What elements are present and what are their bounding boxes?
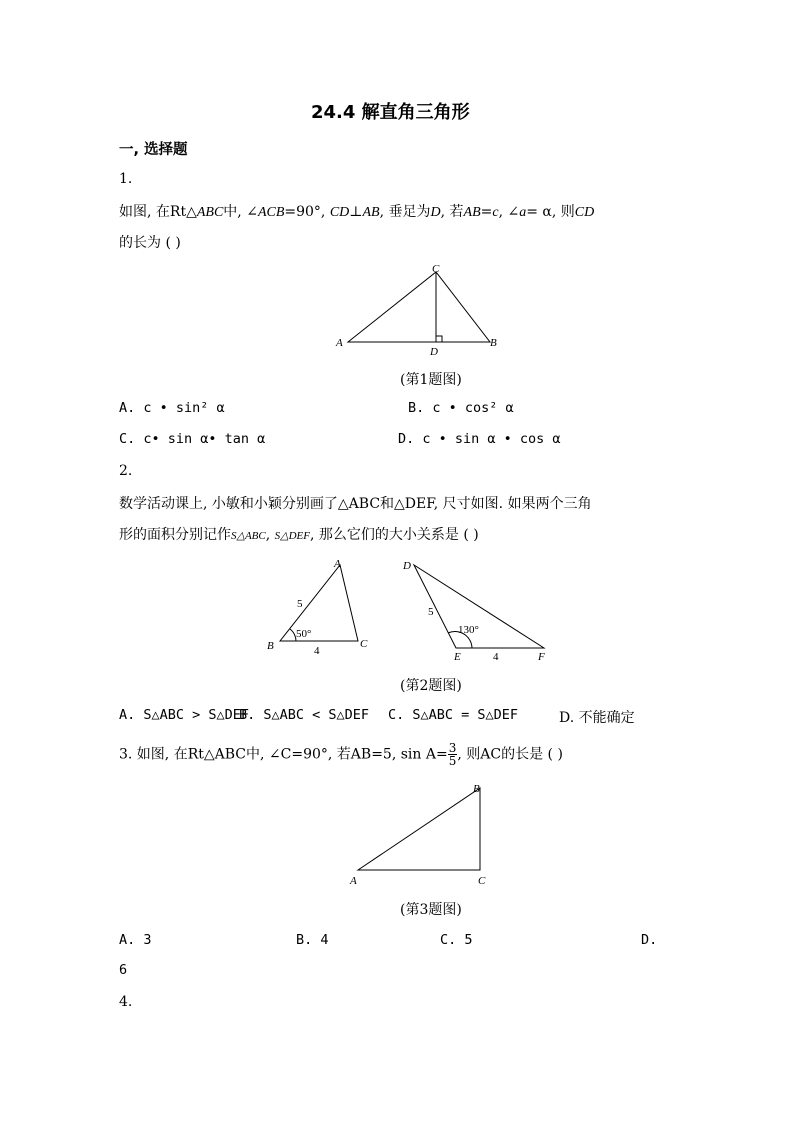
q3-fraction: $\frac{3}{5}$ <box>448 741 457 768</box>
q2-label-d: D <box>403 560 411 572</box>
q3-figure <box>344 778 504 890</box>
q1-label-b: B <box>490 337 497 349</box>
q1-option-c[interactable]: C. c• sin α• tan α <box>119 431 266 447</box>
q1-text-line2: 的长为 ( ) <box>119 235 181 251</box>
page-title: 24.4 解直角三角形 <box>311 102 470 123</box>
q3-caption: (第3题图) <box>400 902 462 918</box>
q2-angle-e: 130° <box>458 624 479 636</box>
section-heading: 一, 选择题 <box>119 142 188 158</box>
q3-text: 3. 如图, 在Rt△ABC中, ∠C=90°, 若AB=5, sin A= $\frac{3}{5}$ , 则AC的长是 ( ) <box>119 741 563 768</box>
q2-side-ab: 5 <box>297 598 303 610</box>
q1-option-d[interactable]: D. c • sin α • cos α <box>398 431 561 447</box>
q2-option-a[interactable]: A. S△ABC > S△DEF <box>119 707 250 723</box>
q1-label-d: D <box>430 346 438 358</box>
q3-option-b[interactable]: B. 4 <box>296 932 329 948</box>
q3-option-d-value: 6 <box>119 962 128 978</box>
q2-side-bc: 4 <box>314 645 320 655</box>
q1-figure <box>330 260 510 360</box>
q3-label-b: B <box>473 783 480 795</box>
q2-label-e: E <box>454 651 461 663</box>
q3-option-c[interactable]: C. 5 <box>440 932 473 948</box>
q3-label-c: C <box>478 875 486 887</box>
q2-label-a: A <box>334 558 341 570</box>
q2-text-line2: 形的面积分别记作S△ABC, S△DEF, 那么它们的大小关系是 ( ) <box>119 527 479 543</box>
q2-option-b[interactable]: B. S△ABC < S△DEF <box>239 707 370 723</box>
q4-number: 4. <box>119 994 133 1010</box>
q1-option-b[interactable]: B. c • cos² α <box>408 400 514 416</box>
q2-side-ef: 4 <box>493 651 499 663</box>
q1-caption: (第1题图) <box>400 372 462 388</box>
q2-figure-def <box>396 555 566 665</box>
q1-label-a: A <box>336 337 343 349</box>
q2-angle-b: 50° <box>296 628 312 640</box>
q2-option-d[interactable]: D. 不能确定 <box>559 710 635 726</box>
q2-text-line1: 数学活动课上, 小敏和小颖分别画了△ABC和△DEF, 尺寸如图. 如果两个三角 <box>119 496 592 512</box>
q2-side-de: 5 <box>428 606 434 618</box>
q3-label-a: A <box>350 875 357 887</box>
q2-option-c[interactable]: C. S△ABC = S△DEF <box>388 707 519 723</box>
q3-option-a[interactable]: A. 3 <box>119 932 152 948</box>
q1-number: 1. <box>119 171 133 187</box>
q3-option-d[interactable]: D. <box>641 932 658 948</box>
q2-label-b: B <box>267 640 274 652</box>
q1-text-line1: 如图, 在Rt△ABC中, ∠ACB=90°, CD⊥AB, 垂足为D, 若AB=c, ∠a= α, 则CD <box>119 204 595 220</box>
q2-caption: (第2题图) <box>400 678 462 694</box>
q2-figure-abc <box>262 555 382 655</box>
q2-number: 2. <box>119 463 133 479</box>
q2-label-f: F <box>538 651 545 663</box>
q1-label-c: C <box>432 263 440 275</box>
q1-option-a[interactable]: A. c • sin² α <box>119 400 225 416</box>
q2-label-c: C <box>360 638 368 650</box>
